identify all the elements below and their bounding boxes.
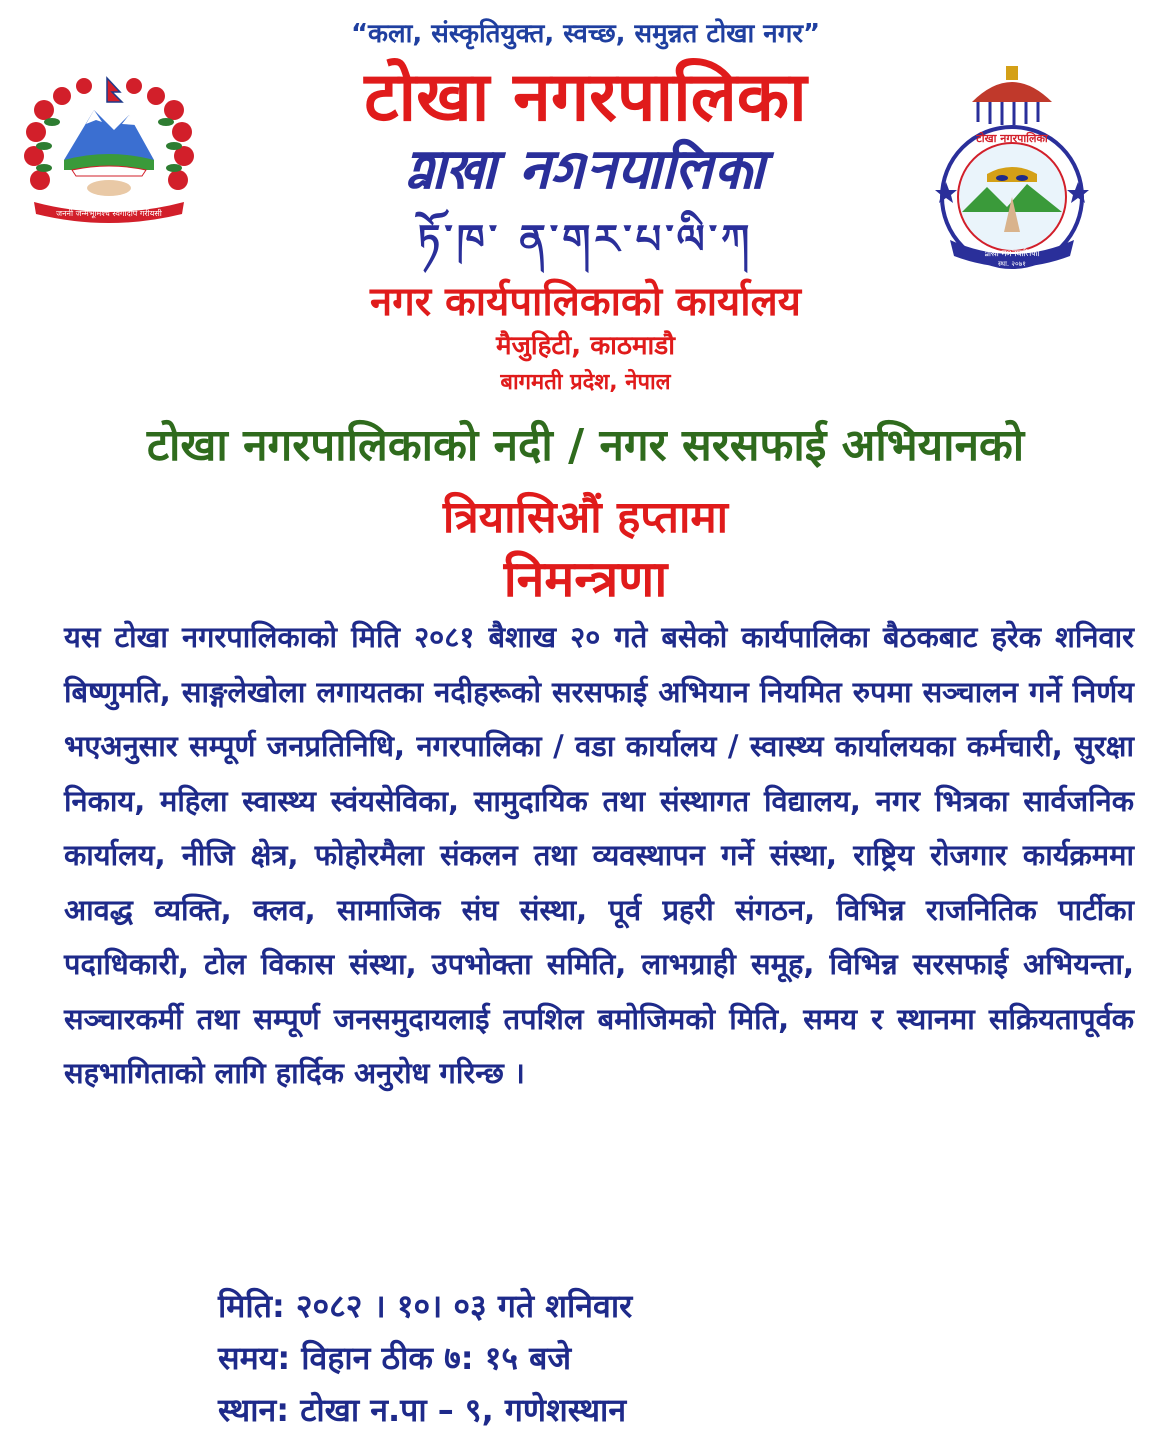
tokha-municipality-logo-icon	[932, 62, 1092, 272]
event-date: मिति: २०८२ । १०। ०३ गते शनिवार	[218, 1287, 633, 1325]
municipality-title-tibetan: ཏོ་ཁ་ ན་གར་པ་ལི་ཀ	[417, 217, 754, 263]
right-emblem-year: स्था. २०७१	[998, 260, 1026, 268]
address-line-2: बागमती प्रदेश, नेपाल	[500, 370, 671, 395]
event-place: स्थान: टोखा न.पा – ९, गणेशस्थान	[218, 1391, 627, 1429]
invitation-body: यस टोखा नगरपालिकाको मिति २०८१ बैशाख २० गते बसेको कार्यपालिका बैठकबाट हरेक शनिवार बिष्णुमति, साङ्गलेखोला लगायतका नदीहरूको सरसफाई अभियान नियमित रुपमा सञ्चालन गर्ने निर्णय भएअनुसार सम्पूर्ण जनप्रतिनिधि, नगरपालिका / वडा कार्यालय / स्वास्थ्य कार्यालयका कर्मचारी, सुरक्षा निकाय, महिला स्वास्थ्य स्वंयसेविका, सामुदायिक तथा संस्थागत विद्यालय, नगर भित्रका सार्वजनिक कार्यालय, नीजि क्षेत्र, फोहोरमैला संकलन तथा व्यवस्थापन गर्ने संस्था, राष्ट्रिय रोजगार कार्यक्रममा आवद्ध व्यक्ति, क्लव, सामाजिक संघ संस्था, पूर्व प्रहरी संगठन, विभिन्न राजनितिक पार्टीका पदाधिकारी, टोल विकास संस्था, उपभोक्ता समिति, लाभग्राही समूह, विभिन्न सरसफाई अभियन्ता, सञ्चारकर्मी तथा सम्पूर्ण जनसमुदायलाई तपशिल बमोजिमको मिति, समय र स्थानमा सक्रियतापूर्वक सहभागिताको लागि हार्दिक अनुरोध गरिन्छ ।	[64, 620, 1134, 1090]
event-time: समय: विहान ठीक ७: १५ बजे	[218, 1339, 572, 1377]
week-heading: त्रियासिऔं हप्तामा	[442, 492, 729, 543]
event-details	[218, 1280, 1118, 1436]
right-emblem-bottom-text: 𑐟𑑂𑐰𑐵𑐏𑐵 𑐣𑐐𑐬𑐥𑐵𑐮𑐶𑐎𑐵	[984, 249, 1040, 259]
left-emblem-caption: जननी जन्मभूमिश्च स्वर्गादपि गरीयसी	[56, 209, 162, 218]
address-line-1: मैजुहिटी, काठमाडौ	[496, 331, 675, 361]
letterhead	[0, 0, 1171, 400]
slogan: “कला, संस्कृतियुक्त, स्वच्छ, समुन्नत टोखा नगर”	[350, 19, 821, 49]
municipality-title-newari: 𑐟𑑂𑐰𑐵𑐏𑐵 𑐣𑐐𑐬𑐥𑐵𑐮𑐶𑐎𑐵	[404, 137, 766, 202]
right-emblem-top-text: टोखा नगरपालिका	[976, 132, 1048, 145]
campaign-heading: टोखा नगरपालिकाको नदी / नगर सरसफाई अभियानको	[146, 420, 1025, 471]
municipality-title: टोखा नगरपालिका	[364, 58, 807, 137]
invitation-heading: निमन्त्रणा	[503, 550, 668, 608]
office-name: नगर कार्यपालिकाको कार्यालय	[370, 279, 801, 325]
